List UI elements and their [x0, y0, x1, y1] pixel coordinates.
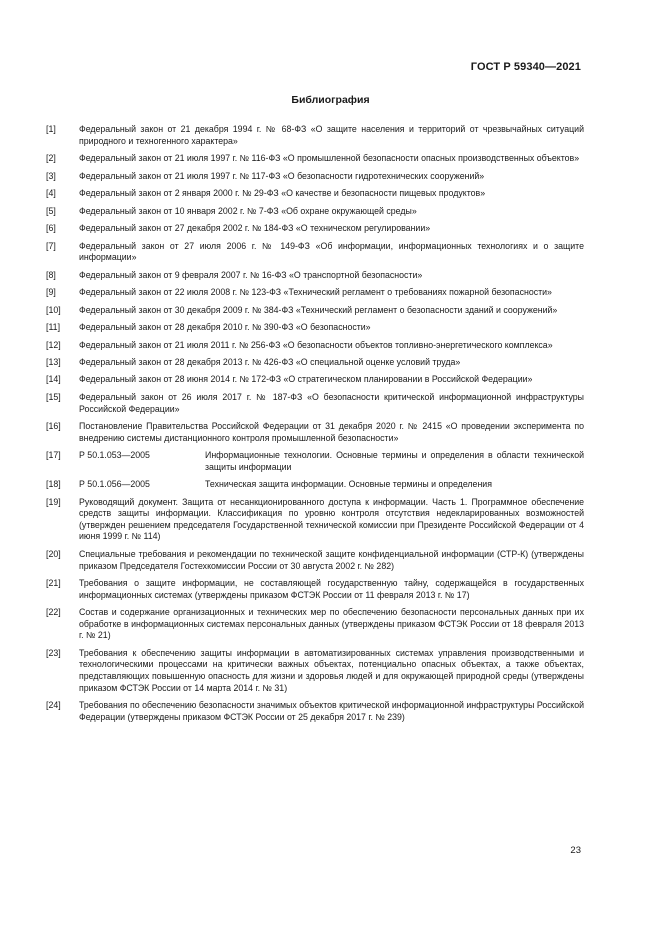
entry-text: Федеральный закон от 28 июня 2014 г. № 172-ФЗ «О стратегическом планировании в Российской Федерации»	[79, 374, 533, 385]
entry-text: Федеральный закон от 10 января 2002 г. № 7-ФЗ «Об охране окружающей среды»	[79, 205, 417, 216]
bibliography-entry	[46, 287, 584, 299]
bibliography-entry	[46, 223, 584, 235]
bibliography-entry	[46, 421, 584, 444]
bibliography-entry	[46, 124, 584, 147]
entry-text: Требования о защите информации, не составляющей государственную тайну, содержащейся в государственных информационных системах (утверждены приказом ФСТЭК России от 11 февраля 2013 г. № 17)	[79, 578, 584, 600]
entry-number: [18]	[46, 479, 61, 490]
bibliography-entry	[46, 340, 584, 352]
document-code: ГОСТ Р 59340—2021	[470, 61, 581, 73]
entry-text: Федеральный закон от 28 декабря 2010 г. № 390-ФЗ «О безопасности»	[79, 322, 371, 333]
bibliography-entry	[46, 153, 584, 165]
entry-text: Федеральный закон от 27 декабря 2002 г. № 184-ФЗ «О техническом регулировании»	[79, 223, 431, 234]
section-title: Библиография	[291, 94, 370, 106]
entry-text: Федеральный закон от 22 июля 2008 г. № 123-ФЗ «Технический регламент о требованиях пожарной безопасности»	[79, 287, 552, 298]
entry-number: [9]	[46, 287, 56, 298]
entry-text: Федеральный закон от 28 декабря 2013 г. № 426-ФЗ «О специальной оценке условий труда»	[79, 357, 461, 367]
entry-number: [14]	[46, 374, 61, 385]
entry-number: [4]	[46, 188, 56, 199]
bibliography-entry	[46, 648, 584, 694]
entry-number: [5]	[46, 205, 56, 216]
bibliography-entry	[46, 206, 584, 218]
bibliography-entry	[46, 392, 584, 415]
entry-number: [10]	[46, 304, 61, 315]
entry-text: Федеральный закон от 30 декабря 2009 г. № 384-ФЗ «Технический регламент о безопасности зданий и сооружений»	[79, 304, 558, 315]
bibliography-entry	[46, 305, 584, 317]
entry-number: [7]	[46, 240, 56, 251]
bibliography-entry	[46, 322, 584, 334]
entry-number: [24]	[46, 700, 61, 711]
entry-text: Требования по обеспечению безопасности значимых объектов критической информационной инфраструктуры Российской Федерации (утверждены приказом ФСТЭК России от 25 декабря 2017 г. № 239)	[79, 700, 584, 722]
bibliography-entry	[46, 450, 584, 473]
entry-number: [20]	[46, 548, 61, 559]
bibliography-entry	[46, 188, 584, 200]
entry-number: [8]	[46, 269, 56, 280]
bibliography-entry	[46, 374, 584, 386]
entry-number: [13]	[46, 357, 61, 367]
entry-number: [19]	[46, 496, 61, 507]
entry-text: Техническая защита информации. Основные термины и определения	[205, 479, 492, 490]
entry-number: [1]	[46, 124, 56, 134]
bibliography-entry	[46, 270, 584, 282]
entry-number: [22]	[46, 607, 61, 618]
entry-text: Требования к обеспечению защиты информации в автоматизированных системах управления производственными и технологическими процессами на критически важных объектах, потенциально опасных объектах, а также объектах, представляющих повышенную опасность для жизни и здоровья людей и для окружающей природной среды (утверждены приказом ФСТЭК России от 14 марта 2014 г. № 31)	[79, 647, 584, 693]
entry-number: [3]	[46, 170, 56, 181]
entry-number: [16]	[46, 421, 61, 432]
entry-text: Состав и содержание организационных и технических мер по обеспечению безопасности персональных данных при их обработке в информационных системах персональных данных (утверждены приказом ФСТЭК России от 18 февраля 2013 г. № 21)	[79, 607, 584, 641]
entry-text: Федеральный закон от 9 февраля 2007 г. № 16-ФЗ «О транспортной безопасности»	[79, 269, 423, 280]
entry-text: Федеральный закон от 21 декабря 1994 г. № 68-ФЗ «О защите населения и территорий от чрезвычайных ситуаций природного и техногенного характера»	[79, 124, 584, 146]
bibliography-list	[46, 124, 584, 729]
entry-number: [6]	[46, 223, 56, 234]
bibliography-entry	[46, 578, 584, 601]
entry-number: [23]	[46, 647, 61, 658]
entry-standard-code: Р 50.1.053—2005	[79, 450, 150, 461]
entry-text: Федеральный закон от 21 июля 1997 г. № 116-ФЗ «О промышленной безопасности опасных производственных объектов»	[79, 153, 580, 164]
entry-text: Руководящий документ. Защита от несанкционированного доступа к информации. Часть 1. Программное обеспечение средств защиты информации. Классификация по уровню контроля отсутствия недекларированных возможностей (утвержден решением председателя Государственной технической комиссии при Президенте Российской Федерации от 4 июня 1999 г. № 114)	[79, 496, 584, 542]
entry-standard-code: Р 50.1.056—2005	[79, 479, 150, 490]
entry-number: [11]	[46, 322, 61, 333]
entry-text: Постановление Правительства Российской Федерации от 31 декабря 2020 г. № 2415 «О проведении эксперимента по внедрению системы дистанционного контроля промышленной безопасности»	[79, 421, 584, 443]
entry-text: Федеральный закон от 2 января 2000 г. № 29-ФЗ «О качестве и безопасности пищевых продуктов»	[79, 188, 486, 199]
entry-text: Федеральный закон от 21 июля 2011 г. № 256-ФЗ «О безопасности объектов топливно-энергетического комплекса»	[79, 339, 553, 350]
entry-text: Федеральный закон от 21 июля 1997 г. № 117-ФЗ «О безопасности гидротехнических сооружений»	[79, 170, 485, 181]
bibliography-entry	[46, 607, 584, 642]
bibliography-entry	[46, 497, 584, 543]
entry-number: [15]	[46, 391, 61, 402]
entry-number: [12]	[46, 339, 61, 350]
bibliography-entry	[46, 241, 584, 264]
entry-number: [21]	[46, 578, 61, 589]
entry-number: [17]	[46, 450, 61, 461]
page-number: 23	[570, 845, 581, 856]
bibliography-entry	[46, 700, 584, 723]
entry-text: Федеральный закон от 27 июля 2006 г. № 149-ФЗ «Об информации, информационных технологиях и о защите информации»	[79, 240, 584, 263]
bibliography-entry	[46, 479, 584, 491]
entry-text: Федеральный закон от 26 июля 2017 г. № 187-ФЗ «О безопасности критической информационной инфраструктуры Российской Федерации»	[79, 391, 584, 414]
entry-text: Информационные технологии. Основные термины и определения в области технической защиты информации	[205, 450, 584, 472]
entry-text: Специальные требования и рекомендации по технической защите конфиденциальной информации (СТР-К) (утверждены приказом Председателя Гостехкомиссии России от 30 августа 2002 г. № 282)	[79, 548, 584, 571]
bibliography-entry	[46, 357, 584, 369]
bibliography-entry	[46, 171, 584, 183]
entry-number: [2]	[46, 153, 56, 164]
bibliography-entry	[46, 549, 584, 572]
